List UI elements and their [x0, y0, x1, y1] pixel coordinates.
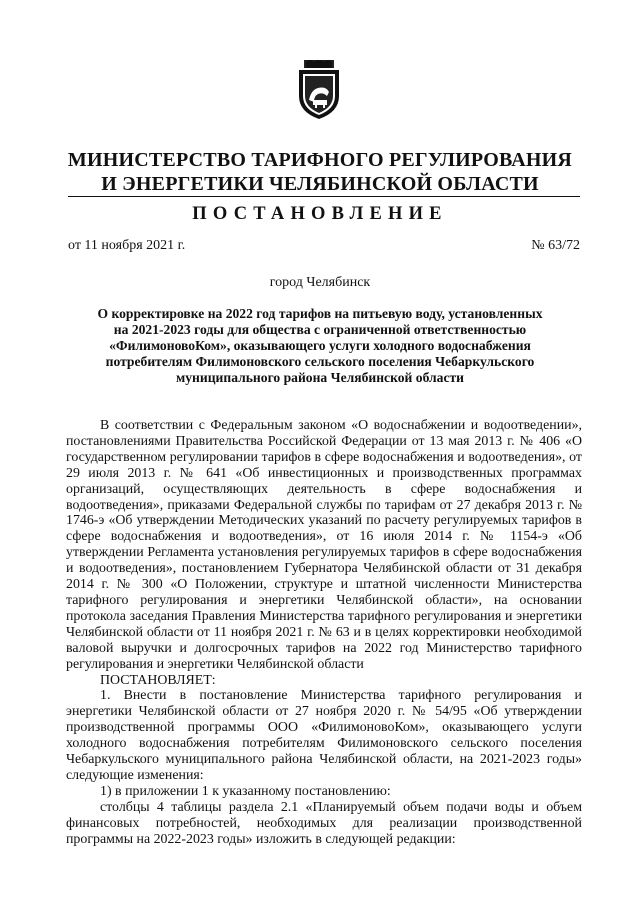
document-date: от 11 ноября 2021 г. — [68, 238, 186, 253]
document-type: ПОСТАНОВЛЕНИЕ — [192, 204, 448, 224]
document-body — [66, 418, 582, 847]
ministry-title-line2: И ЭНЕРГЕТИКИ ЧЕЛЯБИНСКОЙ ОБЛАСТИ — [101, 173, 539, 195]
subject-line: потребителям Филимоновского сельского поселения Чебаркульского — [105, 354, 535, 369]
body-paragraph-subitem-1: 1) в приложении 1 к указанному постановлению: — [100, 783, 391, 799]
coat-of-arms-icon — [296, 60, 342, 120]
ministry-title — [60, 148, 580, 196]
subject-line: муниципального района Челябинской области — [175, 370, 464, 385]
subject-line: «ФилимоновоКом», оказывающего услуги холодного водоснабжения — [109, 338, 531, 353]
subject-line: О корректировке на 2022 год тарифов на питьевую воду, установленных — [97, 306, 543, 321]
body-paragraph-item-1: 1. Внести в постановление Министерства тарифного регулирования и энергетики Челябинской области от 27 ноября 2020 г. № 54/95 «Об утверждении производственной программы ООО «ФилимоновоКом», оказывающего услуги холодного водоснабжения потребителям Филимоновского сельского поселения Чебаркульского муниципального района Челябинской области, на 2021-2023 годы» следующие изменения: — [66, 688, 582, 783]
document-city: город Челябинск — [269, 275, 371, 290]
body-paragraph-resolves: ПОСТАНОВЛЯЕТ: — [100, 672, 216, 688]
ministry-title-line1: МИНИСТЕРСТВО ТАРИФНОГО РЕГУЛИРОВАНИЯ — [67, 149, 573, 171]
document-subject — [80, 306, 560, 386]
body-paragraph-columns: столбцы 4 таблицы раздела 2.1 «Планируемый объем подачи воды и объем финансовых потребностей, необходимых для реализации производственной программы на 2022-2023 годы» изложить в следующей редакции: — [66, 799, 582, 847]
document-number: № 63/72 — [531, 238, 580, 253]
subject-line: на 2021-2023 годы для общества с ограниченной ответственностью — [113, 322, 527, 337]
body-paragraph-preamble: В соответствии с Федеральным законом «О водоснабжении и водоотведении», постановлениями Правительства Российской Федерации от 13 мая 2013 г. № 406 «О государственном регулировании тарифов в сфере водоснабжения и водоотведения», от 29 июля 2013 г. № 641 «Об инвестиционных и производственных программах организаций, осуществляющих деятельность в сфере водоснабжения и водоотведения», приказами Федеральной службы по тарифам от 27 декабря 2013 г. № 1746-э «Об утверждении Методических указаний по расчету регулируемых тарифов в сфере водоснабжения и водоотведения», от 16 июля 2014 г. № 1154-э «Об утверждении Регламента установления регулируемых тарифов в сфере водоснабжения и водоотведения», постановлением Губернатора Челябинской области от 31 декабря 2014 г. № 300 «О Положении, структуре и штатной численности Министерства тарифного регулирования и энергетики Челябинской области», на основании протокола заседания Правления Министерства тарифного регулирования и энергетики Челябинской области от 11 ноября 2021 г. № 63 и в целях корректировки необходимой валовой выручки и долгосрочных тарифов на 2022 год Министерство тарифного регулирования и энергетики Челябинской области — [66, 418, 582, 672]
header-divider — [68, 196, 580, 197]
